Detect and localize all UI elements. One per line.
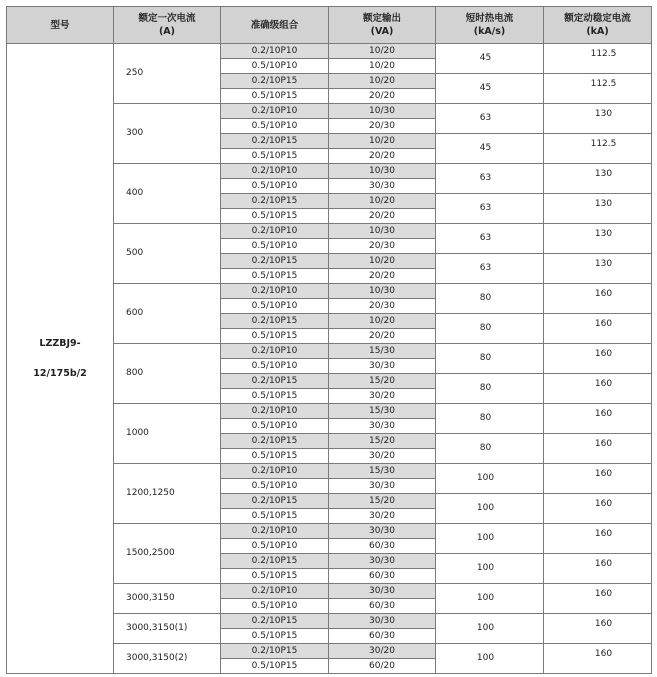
thermal-current-cell: 63 [436, 194, 544, 224]
rated-output-cell: 20/20 [329, 149, 436, 164]
accuracy-class-cell: 0.2/10P15 [221, 644, 329, 659]
rated-current-cell: 1200,1250 [114, 464, 221, 524]
thermal-current-cell: 80 [436, 314, 544, 344]
thermal-current-cell: 100 [436, 524, 544, 554]
dynamic-current-cell: 160 [544, 524, 652, 554]
rated-output-cell: 30/30 [329, 479, 436, 494]
accuracy-class-cell: 0.5/10P10 [221, 299, 329, 314]
rated-output-cell: 15/30 [329, 344, 436, 359]
accuracy-class-cell: 0.2/10P10 [221, 584, 329, 599]
rated-output-cell: 30/30 [329, 524, 436, 539]
rated-output-cell: 10/20 [329, 314, 436, 329]
thermal-current-cell: 45 [436, 134, 544, 164]
rated-output-cell: 15/20 [329, 434, 436, 449]
thermal-current-cell: 100 [436, 614, 544, 644]
rated-output-cell: 30/30 [329, 179, 436, 194]
dynamic-current-cell: 160 [544, 614, 652, 644]
rated-current-cell: 300 [114, 104, 221, 164]
dynamic-current-cell: 160 [544, 644, 652, 674]
rated-output-cell: 15/20 [329, 374, 436, 389]
rated-current-cell: 1500,2500 [114, 524, 221, 584]
dynamic-current-cell: 130 [544, 194, 652, 224]
accuracy-class-cell: 0.2/10P10 [221, 284, 329, 299]
rated-output-cell: 30/30 [329, 554, 436, 569]
accuracy-class-cell: 0.2/10P15 [221, 434, 329, 449]
thermal-current-cell: 80 [436, 284, 544, 314]
rated-output-cell: 10/30 [329, 224, 436, 239]
dynamic-current-cell: 160 [544, 284, 652, 314]
dynamic-current-cell: 160 [544, 404, 652, 434]
rated-output-cell: 20/30 [329, 239, 436, 254]
rated-output-cell: 30/20 [329, 509, 436, 524]
rated-output-cell: 10/20 [329, 134, 436, 149]
header-thermal-current: 短时热电流 (kA/s) [436, 7, 544, 44]
thermal-current-cell: 80 [436, 344, 544, 374]
accuracy-class-cell: 0.5/10P10 [221, 239, 329, 254]
accuracy-class-cell: 0.2/10P15 [221, 74, 329, 89]
thermal-current-cell: 100 [436, 494, 544, 524]
accuracy-class-cell: 0.2/10P10 [221, 524, 329, 539]
dynamic-current-cell: 160 [544, 494, 652, 524]
accuracy-class-cell: 0.5/10P10 [221, 419, 329, 434]
dynamic-current-cell: 160 [544, 344, 652, 374]
accuracy-class-cell: 0.2/10P15 [221, 134, 329, 149]
accuracy-class-cell: 0.5/10P15 [221, 209, 329, 224]
dynamic-current-cell: 160 [544, 314, 652, 344]
thermal-current-cell: 45 [436, 44, 544, 74]
rated-output-cell: 60/30 [329, 569, 436, 584]
thermal-current-cell: 45 [436, 74, 544, 104]
thermal-current-cell: 100 [436, 644, 544, 674]
accuracy-class-cell: 0.2/10P10 [221, 344, 329, 359]
thermal-current-cell: 63 [436, 164, 544, 194]
rated-current-cell: 3000,3150(1) [114, 614, 221, 644]
accuracy-class-cell: 0.5/10P15 [221, 449, 329, 464]
accuracy-class-cell: 0.2/10P15 [221, 614, 329, 629]
accuracy-class-cell: 0.5/10P10 [221, 119, 329, 134]
rated-current-cell: 400 [114, 164, 221, 224]
accuracy-class-cell: 0.2/10P15 [221, 314, 329, 329]
dynamic-current-cell: 160 [544, 554, 652, 584]
dynamic-current-cell: 160 [544, 434, 652, 464]
accuracy-class-cell: 0.2/10P10 [221, 44, 329, 59]
rated-current-cell: 600 [114, 284, 221, 344]
thermal-current-cell: 80 [436, 374, 544, 404]
table-row [7, 44, 652, 59]
spec-table [6, 6, 652, 674]
rated-output-cell: 10/20 [329, 44, 436, 59]
dynamic-current-cell: 112.5 [544, 134, 652, 164]
rated-current-cell: 3000,3150(2) [114, 644, 221, 674]
rated-output-cell: 10/20 [329, 74, 436, 89]
rated-output-cell: 60/30 [329, 629, 436, 644]
accuracy-class-cell: 0.5/10P15 [221, 569, 329, 584]
thermal-current-cell: 100 [436, 464, 544, 494]
thermal-current-cell: 100 [436, 584, 544, 614]
accuracy-class-cell: 0.2/10P10 [221, 224, 329, 239]
accuracy-class-cell: 0.2/10P10 [221, 464, 329, 479]
accuracy-class-cell: 0.2/10P15 [221, 194, 329, 209]
accuracy-class-cell: 0.2/10P15 [221, 374, 329, 389]
rated-current-cell: 500 [114, 224, 221, 284]
accuracy-class-cell: 0.5/10P10 [221, 599, 329, 614]
rated-output-cell: 30/30 [329, 419, 436, 434]
thermal-current-cell: 100 [436, 554, 544, 584]
table-body [7, 44, 652, 674]
model-name-line1: LZZBJ9- [39, 337, 81, 349]
rated-output-cell: 20/20 [329, 329, 436, 344]
accuracy-class-cell: 0.5/10P10 [221, 539, 329, 554]
thermal-current-cell: 63 [436, 104, 544, 134]
model-name-line2: 12/175b/2 [33, 367, 87, 379]
accuracy-class-cell: 0.2/10P15 [221, 254, 329, 269]
accuracy-class-cell: 0.5/10P15 [221, 329, 329, 344]
header-accuracy-class: 准确级组合 [221, 7, 329, 44]
rated-output-cell: 20/20 [329, 89, 436, 104]
accuracy-class-cell: 0.5/10P15 [221, 629, 329, 644]
header-model: 型号 [7, 7, 114, 44]
rated-output-cell: 20/20 [329, 209, 436, 224]
rated-current-cell: 800 [114, 344, 221, 404]
rated-output-cell: 10/30 [329, 284, 436, 299]
rated-current-cell: 250 [114, 44, 221, 104]
accuracy-class-cell: 0.2/10P10 [221, 164, 329, 179]
rated-output-cell: 10/20 [329, 59, 436, 74]
model-cell [7, 44, 114, 674]
rated-output-cell: 20/20 [329, 269, 436, 284]
rated-output-cell: 30/20 [329, 644, 436, 659]
rated-output-cell: 20/30 [329, 119, 436, 134]
header-dynamic-current: 额定动稳定电流 (kA) [544, 7, 652, 44]
rated-output-cell: 30/30 [329, 614, 436, 629]
rated-output-cell: 60/20 [329, 659, 436, 674]
rated-output-cell: 10/30 [329, 164, 436, 179]
dynamic-current-cell: 130 [544, 104, 652, 134]
accuracy-class-cell: 0.5/10P15 [221, 659, 329, 674]
accuracy-class-cell: 0.2/10P10 [221, 104, 329, 119]
dynamic-current-cell: 112.5 [544, 44, 652, 74]
dynamic-current-cell: 130 [544, 254, 652, 284]
rated-current-cell: 3000,3150 [114, 584, 221, 614]
header-rated-output: 额定输出 (VA) [329, 7, 436, 44]
dynamic-current-cell: 130 [544, 164, 652, 194]
header-rated-current: 额定一次电流 (A) [114, 7, 221, 44]
rated-output-cell: 20/30 [329, 299, 436, 314]
accuracy-class-cell: 0.5/10P15 [221, 509, 329, 524]
rated-output-cell: 10/30 [329, 104, 436, 119]
accuracy-class-cell: 0.5/10P15 [221, 269, 329, 284]
rated-output-cell: 30/30 [329, 359, 436, 374]
rated-output-cell: 15/30 [329, 404, 436, 419]
accuracy-class-cell: 0.5/10P15 [221, 389, 329, 404]
dynamic-current-cell: 160 [544, 464, 652, 494]
accuracy-class-cell: 0.2/10P15 [221, 494, 329, 509]
accuracy-class-cell: 0.5/10P10 [221, 479, 329, 494]
rated-output-cell: 30/20 [329, 389, 436, 404]
accuracy-class-cell: 0.5/10P10 [221, 179, 329, 194]
dynamic-current-cell: 160 [544, 584, 652, 614]
accuracy-class-cell: 0.2/10P15 [221, 554, 329, 569]
accuracy-class-cell: 0.5/10P15 [221, 89, 329, 104]
thermal-current-cell: 63 [436, 254, 544, 284]
rated-output-cell: 15/20 [329, 494, 436, 509]
rated-output-cell: 60/30 [329, 539, 436, 554]
rated-output-cell: 30/20 [329, 449, 436, 464]
thermal-current-cell: 80 [436, 404, 544, 434]
dynamic-current-cell: 112.5 [544, 74, 652, 104]
dynamic-current-cell: 130 [544, 224, 652, 254]
header-row [7, 7, 652, 44]
accuracy-class-cell: 0.5/10P15 [221, 149, 329, 164]
rated-output-cell: 10/20 [329, 194, 436, 209]
accuracy-class-cell: 0.5/10P10 [221, 359, 329, 374]
table-header [7, 7, 652, 44]
thermal-current-cell: 63 [436, 224, 544, 254]
accuracy-class-cell: 0.2/10P10 [221, 404, 329, 419]
rated-output-cell: 10/20 [329, 254, 436, 269]
rated-current-cell: 1000 [114, 404, 221, 464]
rated-output-cell: 60/30 [329, 599, 436, 614]
accuracy-class-cell: 0.5/10P10 [221, 59, 329, 74]
rated-output-cell: 15/30 [329, 464, 436, 479]
dynamic-current-cell: 160 [544, 374, 652, 404]
rated-output-cell: 30/30 [329, 584, 436, 599]
thermal-current-cell: 80 [436, 434, 544, 464]
